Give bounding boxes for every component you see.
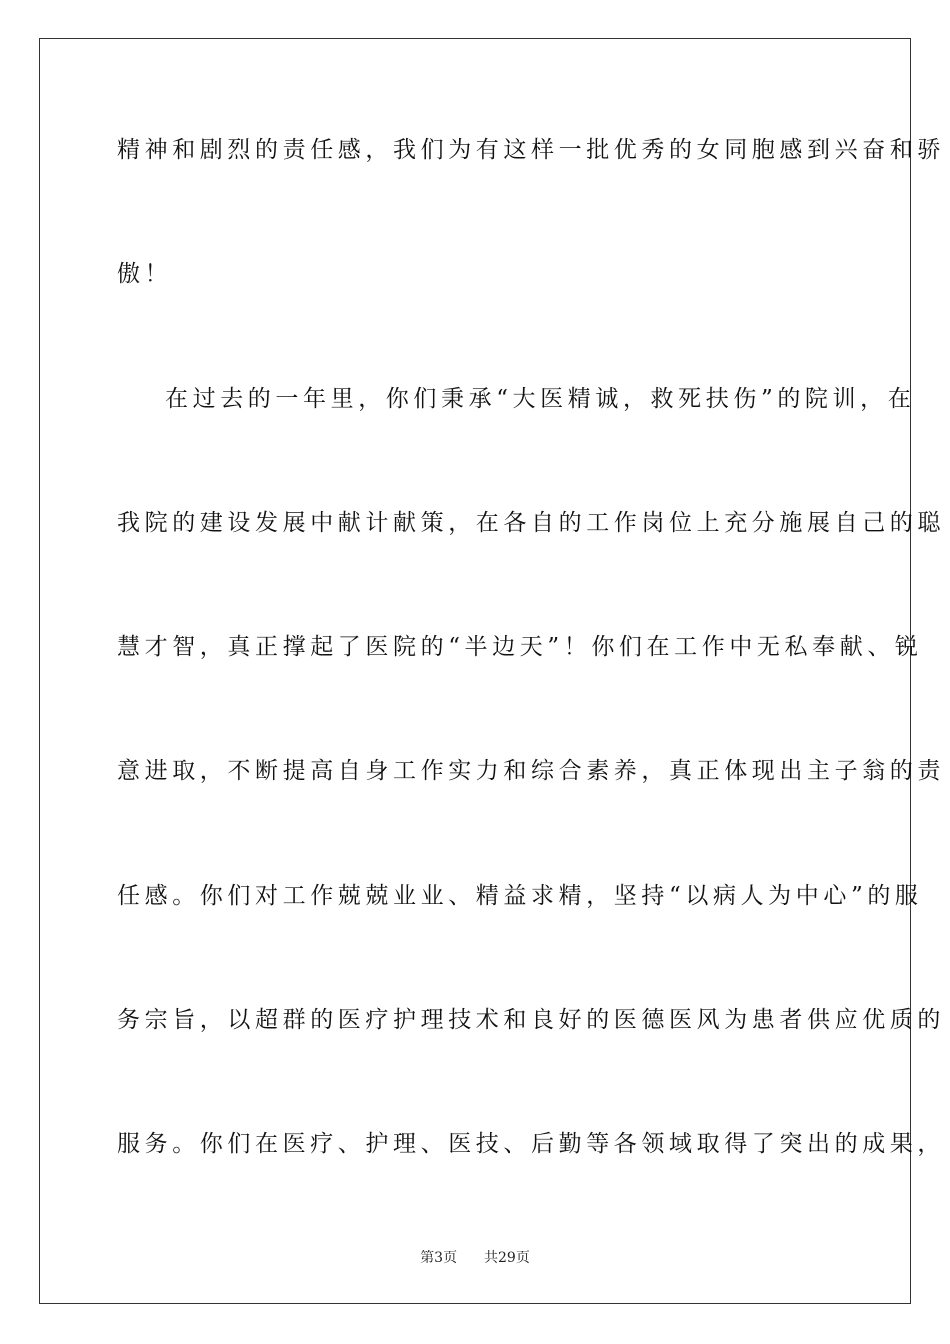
text-line: 务宗旨，以超群的医疗护理技术和良好的医德医风为患者供应优质的 [117, 1007, 945, 1034]
text-line: 意进取，不断提高自身工作实力和综合素养，真正体现出主子翁的责 [117, 758, 945, 785]
text-line: 精神和剧烈的责任感，我们为有这样一批优秀的女同胞感到兴奋和骄 [117, 137, 945, 163]
page-footer [0, 1247, 950, 1267]
text-line: 任感。你们对工作兢兢业业、精益求精，坚持“以病人为中心”的服 [117, 882, 923, 909]
text-line: 慧才智，真正撑起了医院的“半边天”！你们在工作中无私奉献、锐 [117, 634, 923, 661]
text-line: 服务。你们在医疗、护理、医技、后勤等各领域取得了突出的成果， [117, 1131, 945, 1158]
document-body [117, 128, 945, 1247]
page-number: 第3页 [420, 1250, 458, 1266]
page-total: 共29页 [484, 1250, 530, 1266]
paragraph-start-line: 在过去的一年里，你们秉承“大医精诚，救死扶伤”的院训，在 [165, 385, 916, 412]
text-line: 我院的建设发展中献计献策，在各自的工作岗位上充分施展自己的聪 [117, 509, 945, 536]
text-line: 傲！ [117, 261, 173, 288]
